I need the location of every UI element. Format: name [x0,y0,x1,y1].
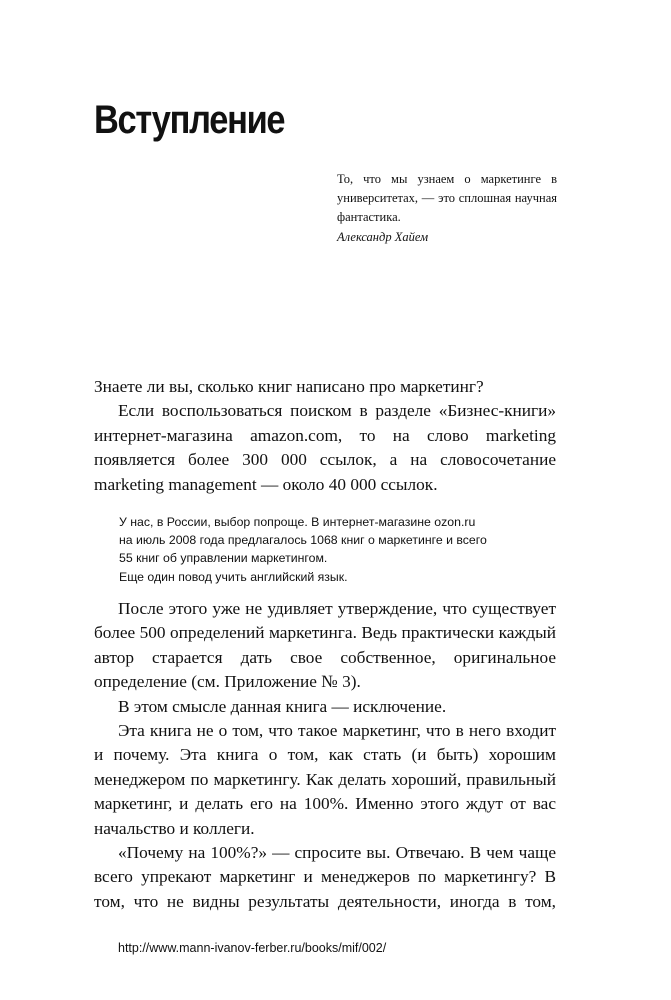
main-paragraph-3: Эта книга не о том, что такое маркетинг, что в него входит и почему. Эта книга о том, как стать (и быть) хорошим менеджером по маркетингу. Как делать хороший, правильный маркетинг, и делать его на 100%. Именно этого ждут от вас начальство и коллеги. [94,721,556,838]
note-line-3: 55 книг об управлении маркетингом. [119,551,328,566]
epigraph [337,170,557,247]
main-paragraph-2: В этом смысле данная книга — исключение. [118,696,447,716]
epigraph-quote: То, что мы узнаем о маркетинге в университетах, — это сплошная научная фантастика. [337,172,557,224]
main-paragraph-1: После этого уже не удивляет утверждение, что существует более 500 определений маркетинга. Ведь практически каждый автор старается дать свое собственное, оригинальное определение (см. Приложение № 3). [94,599,556,692]
main-section [94,597,556,914]
side-note [119,513,544,586]
chapter-title: Вступление [94,98,285,142]
intro-paragraph-1: Знаете ли вы, сколько книг написано про маркетинг? [94,377,484,396]
intro-section [94,375,556,497]
note-line-2: на июль 2008 года предлагалось 1068 книг о маркетинге и всего [119,533,487,548]
footer-url-link[interactable]: http://www.mann-ivanov-ferber.ru/books/mif/002/ [118,941,387,955]
intro-paragraph-2: Если воспользоваться поиском в разделе «Бизнес-книги» интернет-магазина amazon.com, то на слово marketing появляется более 300 000 ссылок, а на словосочетание marketing management — около 40 000 ссылок. [94,401,556,494]
epigraph-author: Александр Хайем [337,230,429,244]
main-paragraph-4: «Почему на 100%?» — спросите вы. Отвечаю. В чем чаще всего упрекают маркетинг и менеджеров по маркетингу? В том, что не видны результаты деятельности, иногда в том, [94,843,556,911]
note-line-4: Еще один повод учить английский язык. [119,569,348,584]
note-line-1: У нас, в России, выбор попроще. В интернет-магазине ozon.ru [119,515,476,529]
